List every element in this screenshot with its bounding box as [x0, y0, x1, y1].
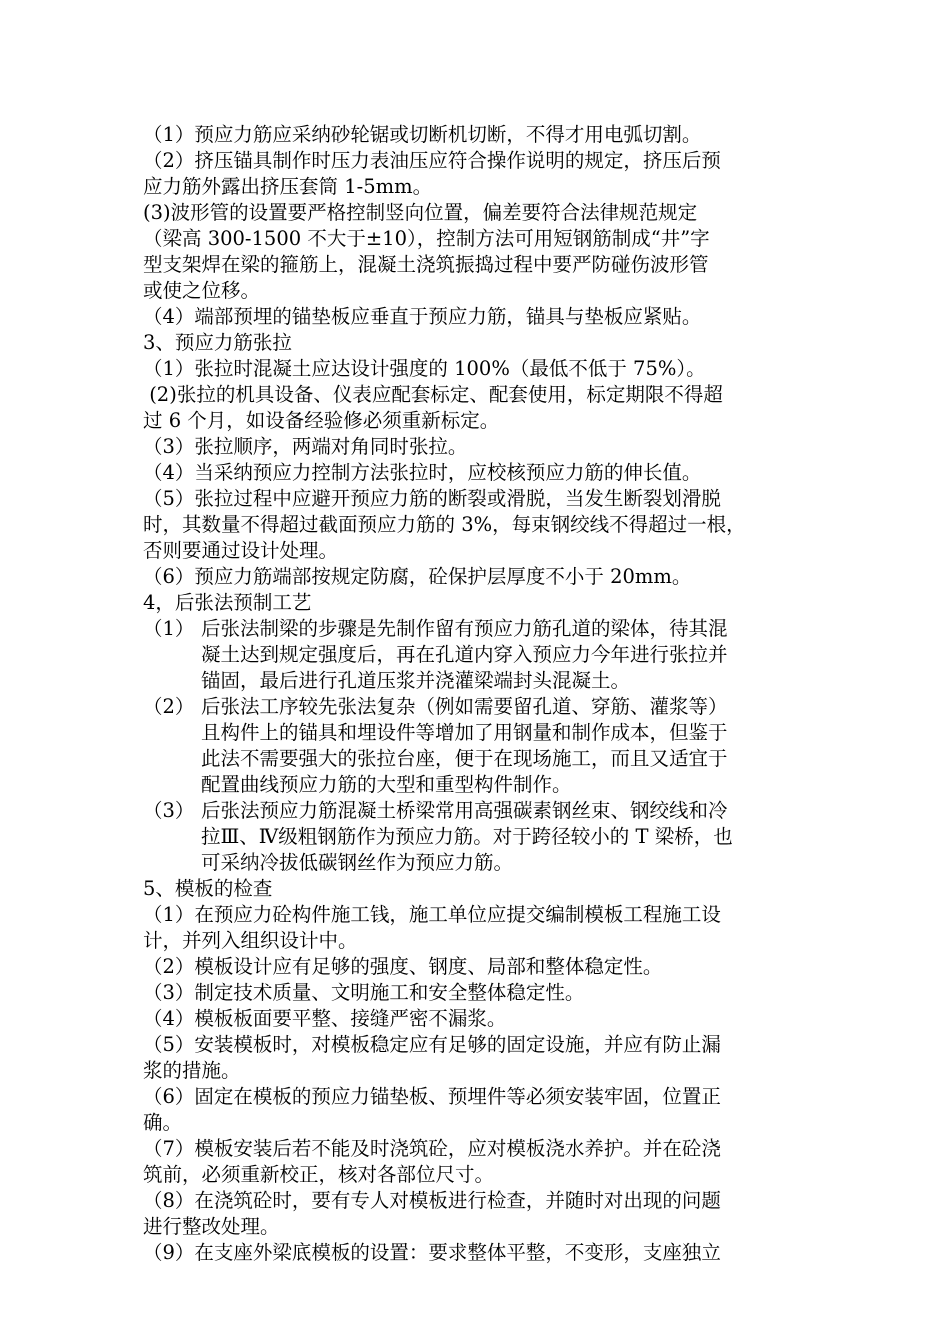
section-3-heading: 3、预应力筋张拉 [143, 331, 292, 354]
paragraph-line: （5）安装模板时，对模板稳定应有足够的固定设施，并应有防止漏 [143, 1033, 721, 1056]
section-4-heading: 4，后张法预制工艺 [143, 591, 312, 614]
paragraph-line: 后张法工序较先张法复杂（例如需要留孔道、穿筋、灌浆等） [201, 695, 728, 718]
section-5-list [143, 902, 823, 1266]
paragraph-line: 凝土达到规定强度后，再在孔道内穿入预应力今年进行张拉并 [201, 643, 728, 666]
paragraph-line: （梁高 300-1500 不大于±10），控制方法可用短钢筋制成“井”字 [143, 227, 710, 250]
paragraph-line: 时，其数量不得超过截面预应力筋的 3%，每束钢绞线不得超过一根， [143, 513, 746, 536]
paragraph-line: 进行整改处理。 [143, 1215, 280, 1238]
paragraph-line: 配置曲线预应力筋的大型和重型构件制作。 [201, 773, 572, 796]
paragraph-line: （5）张拉过程中应避开预应力筋的断裂或滑脱，当发生断裂划滑脱 [143, 487, 721, 510]
item-number: （1） [143, 617, 195, 640]
item-number: （3） [143, 799, 195, 822]
paragraph-line: （9）在支座外梁底模板的设置：要求整体平整，不变形，支座独立 [143, 1241, 721, 1264]
item-body [201, 694, 823, 798]
paragraph-line: （4）模板板面要平整、接缝严密不漏浆。 [143, 1007, 507, 1030]
paragraph-line: 后张法制梁的步骤是先制作留有预应力筋孔道的梁体，待其混 [201, 617, 728, 640]
paragraph-line: 筑前，必须重新校正，核对各部位尺寸。 [143, 1163, 495, 1186]
paragraph-line: （6）预应力筋端部按规定防腐，砼保护层厚度不小于 20mm。 [143, 565, 692, 588]
paragraph-line: 计，并列入组织设计中。 [143, 929, 358, 952]
item-number: （2） [143, 695, 195, 718]
paragraph-line: 此法不需要强大的张拉台座，便于在现场施工，而且又适宜于 [201, 747, 728, 770]
paragraph-line: （4）端部预埋的锚垫板应垂直于预应力筋，锚具与垫板应紧贴。 [143, 305, 702, 328]
paragraph-line: 型支架焊在梁的箍筋上，混凝土浇筑振捣过程中要严防碰伤波形管 [143, 253, 709, 276]
document-body [143, 122, 823, 1266]
paragraph-line: 应力筋外露出挤压套筒 1-5mm。 [143, 175, 433, 198]
paragraph-line: 后张法预应力筋混凝土桥梁常用高强碳素钢丝束、钢绞线和冷 [201, 799, 728, 822]
section-2-list [143, 122, 823, 330]
paragraph-line: (2)张拉的机具设备、仪表应配套标定、配套使用，标定期限不得超 [143, 383, 723, 406]
paragraph-line: 浆的措施。 [143, 1059, 241, 1082]
paragraph-line: （1）预应力筋应采纳砂轮锯或切断机切断，不得才用电弧切割。 [143, 123, 702, 146]
paragraph-line: 锚固，最后进行孔道压浆并浇灌梁端封头混凝土。 [201, 669, 631, 692]
paragraph-line: （7）模板安装后若不能及时浇筑砼，应对模板浇水养护。并在砼浇 [143, 1137, 721, 1160]
paragraph-line: 否则要通过设计处理。 [143, 539, 339, 562]
paragraph-line: （8）在浇筑砼时，要有专人对模板进行检查，并随时对出现的问题 [143, 1189, 721, 1212]
paragraph-line: 可采纳冷拔低碳钢丝作为预应力筋。 [201, 851, 514, 874]
paragraph-line: 拉Ⅲ、Ⅳ级粗钢筋作为预应力筋。对于跨径较小的 T 梁桥，也 [201, 825, 733, 848]
paragraph-line: (3)波形管的设置要严格控制竖向位置，偏差要符合法律规范规定 [143, 201, 698, 224]
item-body [201, 616, 823, 694]
item-body [201, 798, 823, 876]
paragraph-line: （1）在预应力砼构件施工钱，施工单位应提交编制模板工程施工设 [143, 903, 721, 926]
paragraph-line: 或使之位移。 [143, 279, 261, 302]
numbered-item [143, 694, 823, 798]
section-3-list [143, 356, 823, 590]
numbered-item [143, 616, 823, 694]
section-5-heading: 5、模板的检查 [143, 877, 273, 900]
paragraph-line: （2）模板设计应有足够的强度、钢度、局部和整体稳定性。 [143, 955, 663, 978]
paragraph-line: 且构件上的锚具和埋设件等增加了用钢量和制作成本，但鉴于 [201, 721, 728, 744]
numbered-item [143, 798, 823, 876]
paragraph-line: 过 6 个月，如设备经验修必须重新标定。 [143, 409, 500, 432]
paragraph-line: （4）当采纳预应力控制方法张拉时，应校核预应力筋的伸长值。 [143, 461, 702, 484]
paragraph-line: （1）张拉时混凝土应达设计强度的 100%（最低不低于 75%）。 [143, 357, 706, 380]
section-4-list [143, 616, 823, 876]
paragraph-line: （3）张拉顺序，两端对角同时张拉。 [143, 435, 468, 458]
paragraph-line: 确。 [143, 1111, 183, 1134]
paragraph-line: （2）挤压锚具制作时压力表油压应符合操作说明的规定，挤压后预 [143, 149, 721, 172]
paragraph-line: （3）制定技术质量、文明施工和安全整体稳定性。 [143, 981, 585, 1004]
paragraph-line: （6）固定在模板的预应力锚垫板、预埋件等必须安装牢固，位置正 [143, 1085, 721, 1108]
